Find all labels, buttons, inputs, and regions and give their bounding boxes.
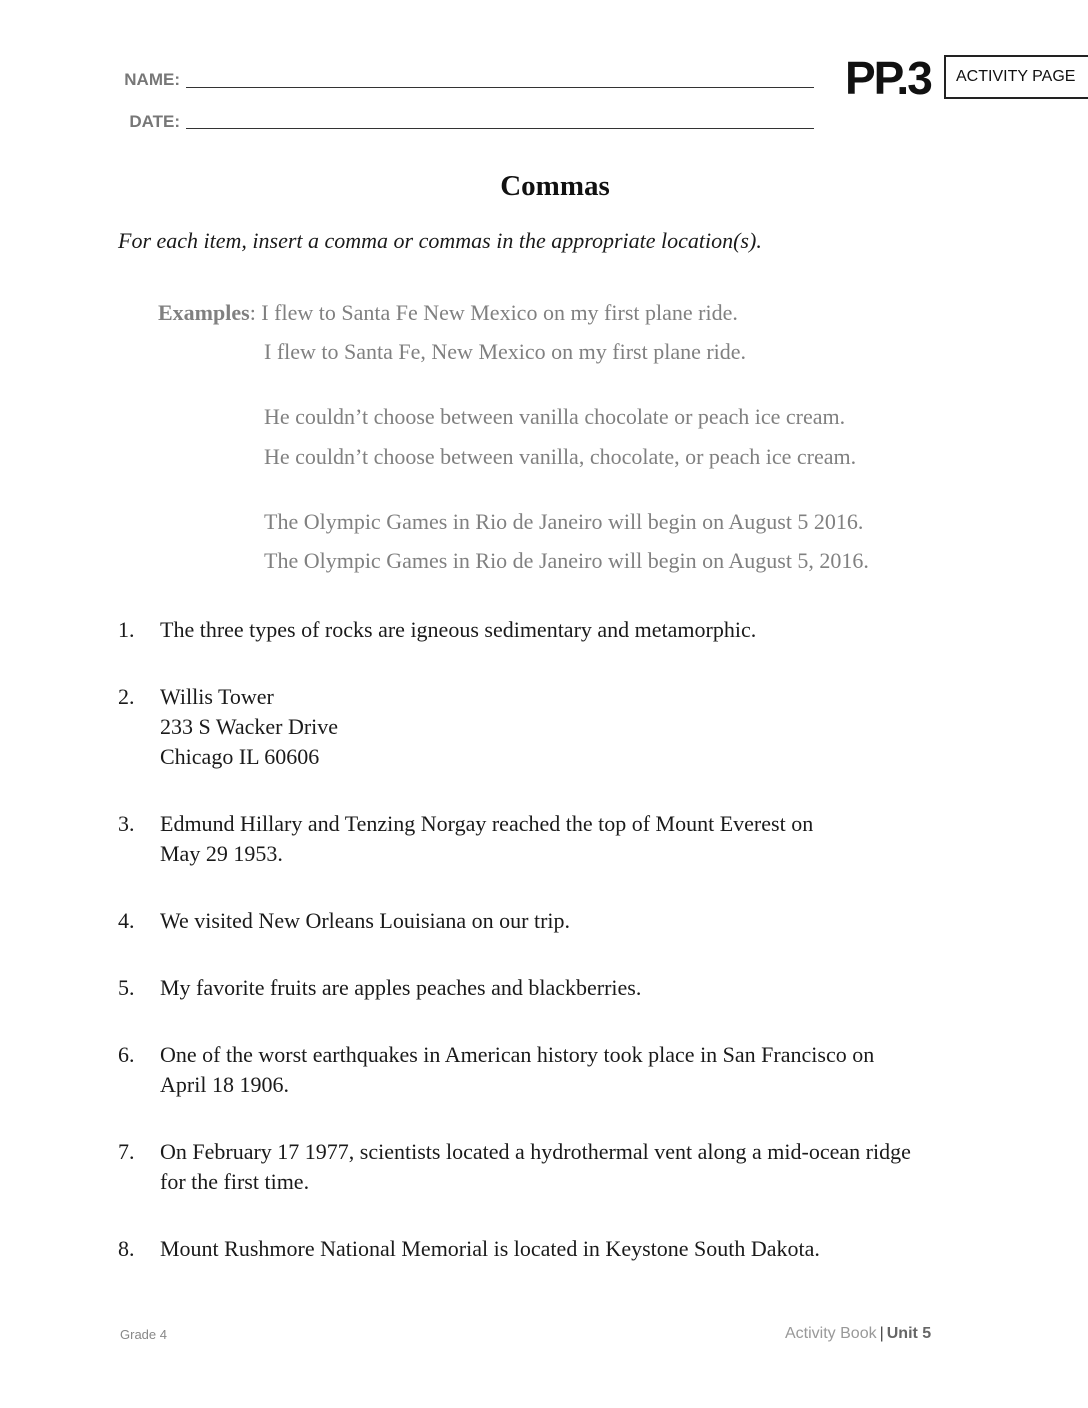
example-line: The Olympic Games in Rio de Janeiro will begin on August 5, 2016. [264,548,869,573]
item-number: 1. [118,617,135,642]
activity-page-label: ACTIVITY PAGE [956,68,1076,85]
examples-label: Examples [158,300,250,325]
item-line: for the first time. [160,1169,310,1194]
item-line: April 18 1906. [160,1072,289,1097]
item-line: On February 17 1977, scientists located a hydrothermal vent along a mid-ocean ridge [160,1139,911,1164]
activity-page-box [944,55,1088,99]
item-text [160,906,570,936]
name-label: NAME: [124,70,180,89]
item-line: My favorite fruits are apples peaches and blackberries. [160,975,642,1000]
item-line: Edmund Hillary and Tenzing Norgay reached the top of Mount Everest on [160,811,814,836]
item-number: 3. [118,811,135,836]
item-line: One of the worst earthquakes in American history took place in San Francisco on [160,1042,875,1067]
name-field-line[interactable] [186,87,814,88]
item-line: Mount Rushmore National Memorial is located in Keystone South Dakota. [160,1236,820,1261]
item-line: May 29 1953. [160,841,283,866]
date-label: DATE: [129,112,180,131]
item-text [160,682,338,772]
example-line: I flew to Santa Fe, New Mexico on my first plane ride. [264,339,747,364]
example-line: He couldn’t choose between vanilla chocolate or peach ice cream. [264,404,846,429]
footer-book-info [785,1325,931,1343]
footer-book: Activity Book [785,1325,877,1342]
item-text [160,973,641,1003]
instructions: For each item, insert a comma or commas in the appropriate location(s). [118,228,762,253]
footer-grade: Grade 4 [120,1327,167,1342]
example-line [158,300,738,326]
footer-unit: Unit 5 [886,1325,932,1342]
item-number: 7. [118,1139,135,1164]
page-title: Commas [500,170,610,202]
item-number: 8. [118,1236,135,1261]
item-text [160,615,756,645]
item-text [160,1137,911,1197]
item-number: 6. [118,1042,135,1067]
item-line: Willis Tower [160,684,274,709]
page-code: PP.3 [845,52,931,104]
item-number: 2. [118,684,135,709]
item-number: 4. [118,908,135,933]
footer-separator: | [879,1325,884,1342]
item-text [160,1234,820,1264]
example-line: He couldn’t choose between vanilla, chocolate, or peach ice cream. [264,444,857,469]
date-field-line[interactable] [186,128,814,129]
item-line: 233 S Wacker Drive [160,714,339,739]
item-line: Chicago IL 60606 [160,744,320,769]
item-number: 5. [118,975,135,1000]
item-text [160,1040,874,1100]
example-text: : I flew to Santa Fe New Mexico on my first plane ride. [249,300,738,325]
item-line: We visited New Orleans Louisiana on our trip. [160,908,571,933]
item-line: The three types of rocks are igneous sedimentary and metamorphic. [160,617,757,642]
example-line: The Olympic Games in Rio de Janeiro will begin on August 5 2016. [264,509,864,534]
item-text [160,809,813,869]
